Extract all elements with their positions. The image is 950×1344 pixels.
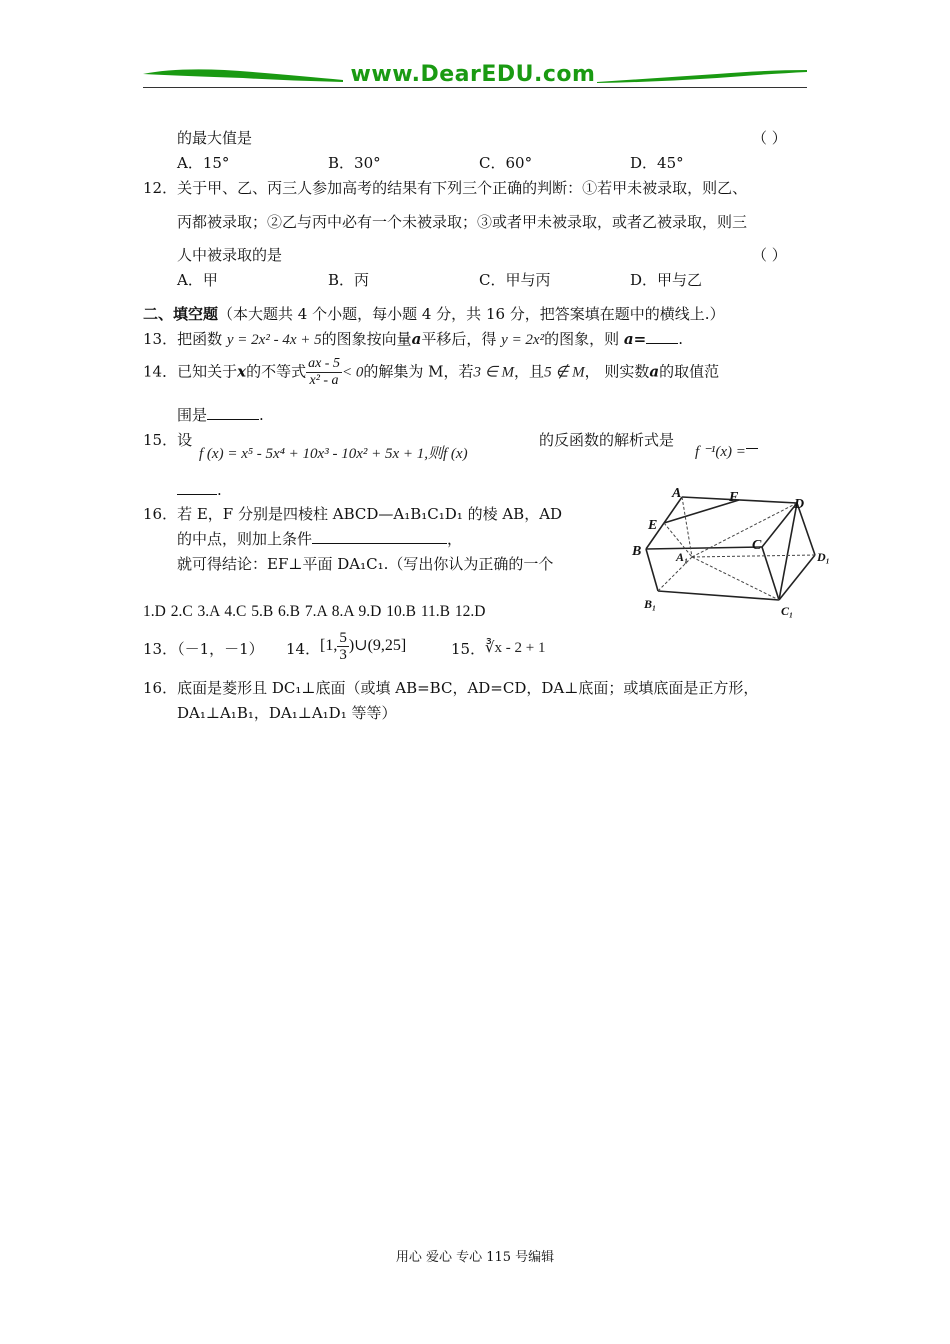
q14-ineq: < 0 bbox=[341, 364, 364, 381]
figure-label-B: B bbox=[632, 544, 642, 559]
figure-label-F: F bbox=[729, 490, 739, 505]
answer13-label: 13． bbox=[143, 640, 178, 658]
figure-label-A1: A₁ bbox=[676, 550, 689, 564]
header-swoosh-right bbox=[597, 62, 807, 88]
answer15-label: 15． bbox=[451, 640, 486, 658]
q15-end: . bbox=[217, 481, 222, 499]
answer14-close: )∪(9,25] bbox=[348, 637, 407, 655]
q14-end: . bbox=[259, 406, 264, 424]
header-rule bbox=[143, 87, 807, 88]
q15-text-b: 的反函数的解析式是 bbox=[539, 431, 675, 449]
q12-option-d: D．甲与乙 bbox=[630, 271, 703, 289]
header-swoosh-left bbox=[143, 62, 343, 88]
q13-end: . bbox=[678, 330, 683, 348]
answer14-fraction bbox=[337, 630, 349, 663]
q14-text-line2: 围是 bbox=[177, 406, 208, 424]
q11-option-c: C．60° bbox=[479, 154, 533, 172]
q15-text-a: 设 bbox=[177, 431, 193, 449]
q13-vector-a: a bbox=[411, 330, 422, 348]
answers-row1: 1.D 2.C 3.A 4.C 5.B 6.B 7.A 8.A 9.D 10.B 11.B 12.D bbox=[143, 603, 486, 620]
q13-text-c: 平移后，得 bbox=[421, 330, 497, 348]
page-footer: 用心 爱心 专心 115 号编辑 bbox=[395, 1250, 555, 1265]
q12-option-b: B．丙 bbox=[328, 271, 370, 289]
figure-label-D1: D₁ bbox=[817, 550, 830, 564]
q14-number: 14． bbox=[143, 362, 178, 381]
q12-option-c: C．甲与丙 bbox=[479, 271, 551, 289]
q16-text-line1: 若 E，F 分别是四棱柱 ABCD—A₁B₁C₁D₁ 的棱 AB，AD bbox=[177, 505, 563, 523]
q13-text-d: 的图象，则 bbox=[544, 330, 620, 348]
q11-answer-paren: （ ） bbox=[752, 129, 787, 147]
q14-text-i: 的取值范 bbox=[659, 362, 720, 381]
figure-label-B1: B₁ bbox=[644, 597, 657, 611]
q14-text-f: ，且 bbox=[514, 362, 545, 381]
answer14-value bbox=[320, 630, 406, 663]
page-header bbox=[143, 62, 807, 92]
q14-fraction bbox=[306, 356, 342, 389]
q15-inverse: f ⁻¹(x) = bbox=[695, 444, 746, 460]
q13-line bbox=[143, 328, 683, 349]
q11-continuation: 的最大值是 bbox=[177, 129, 253, 147]
q14-text-h: ， 则实数 bbox=[584, 362, 650, 381]
answer14-open: [1, bbox=[320, 637, 338, 655]
answers-row2 bbox=[143, 638, 264, 659]
q13-text-b: 的图象按向量 bbox=[321, 330, 412, 348]
q16-number: 16． bbox=[143, 505, 178, 523]
section2-title: 二、填空题 bbox=[143, 305, 219, 323]
answer16-line1: 16．底面是菱形且 DC₁⊥底面（或填 AB=BC，AD=CD，DA⊥底面；或填底面是正方形， bbox=[143, 679, 759, 697]
q13-formula2: y = 2x² bbox=[501, 332, 545, 348]
q12-line1: 12．关于甲、乙、丙三人参加高考的结果有下列三个正确的判断：①若甲未被录取，则乙、 bbox=[143, 179, 748, 197]
answer14-label: 14． bbox=[286, 640, 321, 658]
q15-line2 bbox=[177, 480, 222, 499]
figure-label-E: E bbox=[648, 518, 658, 533]
q15-answer-blank[interactable] bbox=[177, 480, 217, 495]
q11-option-a: A．15° bbox=[177, 154, 230, 172]
q14-var-a: a bbox=[649, 362, 660, 381]
q14-text-b: 的不等式 bbox=[246, 362, 307, 381]
answer13-value: （－1，－1） bbox=[177, 640, 264, 658]
q16-text-line2: 的中点，则加上条件 bbox=[177, 530, 313, 548]
q14-text-a: 已知关于 bbox=[177, 362, 238, 381]
q13-answer-label: a= bbox=[623, 330, 647, 348]
q16-line3: 就可得结论：EF⊥平面 DA₁C₁.（写出你认为正确的一个 bbox=[177, 555, 554, 573]
q12-option-a: A．甲 bbox=[177, 271, 218, 289]
q16-answer-blank[interactable] bbox=[312, 529, 447, 544]
q12-line2: 丙都被录取；②乙与丙中必有一个未被录取；③或者甲未被录取，或者乙被录取，则三 bbox=[177, 213, 748, 231]
q13-answer-blank[interactable] bbox=[646, 329, 678, 344]
site-logo[interactable]: www.DearEDU.com bbox=[350, 62, 596, 87]
q14-frac-denominator: x² - a bbox=[309, 373, 339, 388]
q13-formula1: y = 2x² - 4x + 5 bbox=[226, 332, 322, 348]
figure-label-C1: C₁ bbox=[781, 604, 794, 618]
q15-answer-area bbox=[695, 442, 758, 461]
figure-label-A: A bbox=[672, 487, 682, 501]
q13-number: 13． bbox=[143, 330, 178, 348]
q14-line1 bbox=[143, 356, 719, 389]
answer16-line2: DA₁⊥A₁B₁，DA₁⊥A₁D₁ 等等） bbox=[177, 704, 397, 722]
q16-comma: ， bbox=[447, 530, 463, 548]
q16-line2 bbox=[177, 528, 462, 549]
section2-desc: （本大题共 4 个小题，每小题 4 分，共 16 分，把答案填在题中的横线上.） bbox=[218, 305, 725, 323]
section2-heading bbox=[143, 303, 725, 324]
q15-number: 15． bbox=[143, 431, 178, 449]
q12-line3: 人中被录取的是 bbox=[177, 246, 283, 264]
q11-option-b: B．30° bbox=[328, 154, 381, 172]
answer14-frac-denominator: 3 bbox=[339, 647, 347, 663]
q14-cond2: 5 ∉ M bbox=[544, 364, 585, 381]
q14-answer-blank[interactable] bbox=[207, 405, 259, 420]
q14-cond1: 3 ∈ M bbox=[473, 364, 515, 381]
q14-text-d: 的解集为 M，若 bbox=[363, 362, 474, 381]
figure-label-D: D bbox=[794, 497, 805, 512]
q14-line2 bbox=[177, 404, 264, 425]
answer15-value: ∛x - 2 + 1 bbox=[485, 640, 546, 656]
q12-answer-paren: （ ） bbox=[752, 246, 787, 264]
prism-figure bbox=[630, 487, 832, 619]
q15-line1 bbox=[143, 429, 192, 450]
q13-text-a: 把函数 bbox=[177, 330, 223, 348]
q15-answer-blank-start[interactable] bbox=[746, 442, 758, 449]
answer14-frac-numerator: 5 bbox=[339, 630, 347, 646]
q14-frac-numerator: ax - 5 bbox=[308, 356, 340, 371]
q15-formula: f (x) = x⁵ - 5x⁴ + 10x³ - 10x² + 5x + 1,则f (x) bbox=[199, 446, 468, 462]
q14-var-x: x bbox=[237, 362, 247, 381]
q16-line1 bbox=[143, 503, 562, 524]
figure-label-C: C bbox=[752, 538, 762, 553]
q11-option-d: D．45° bbox=[630, 154, 684, 172]
